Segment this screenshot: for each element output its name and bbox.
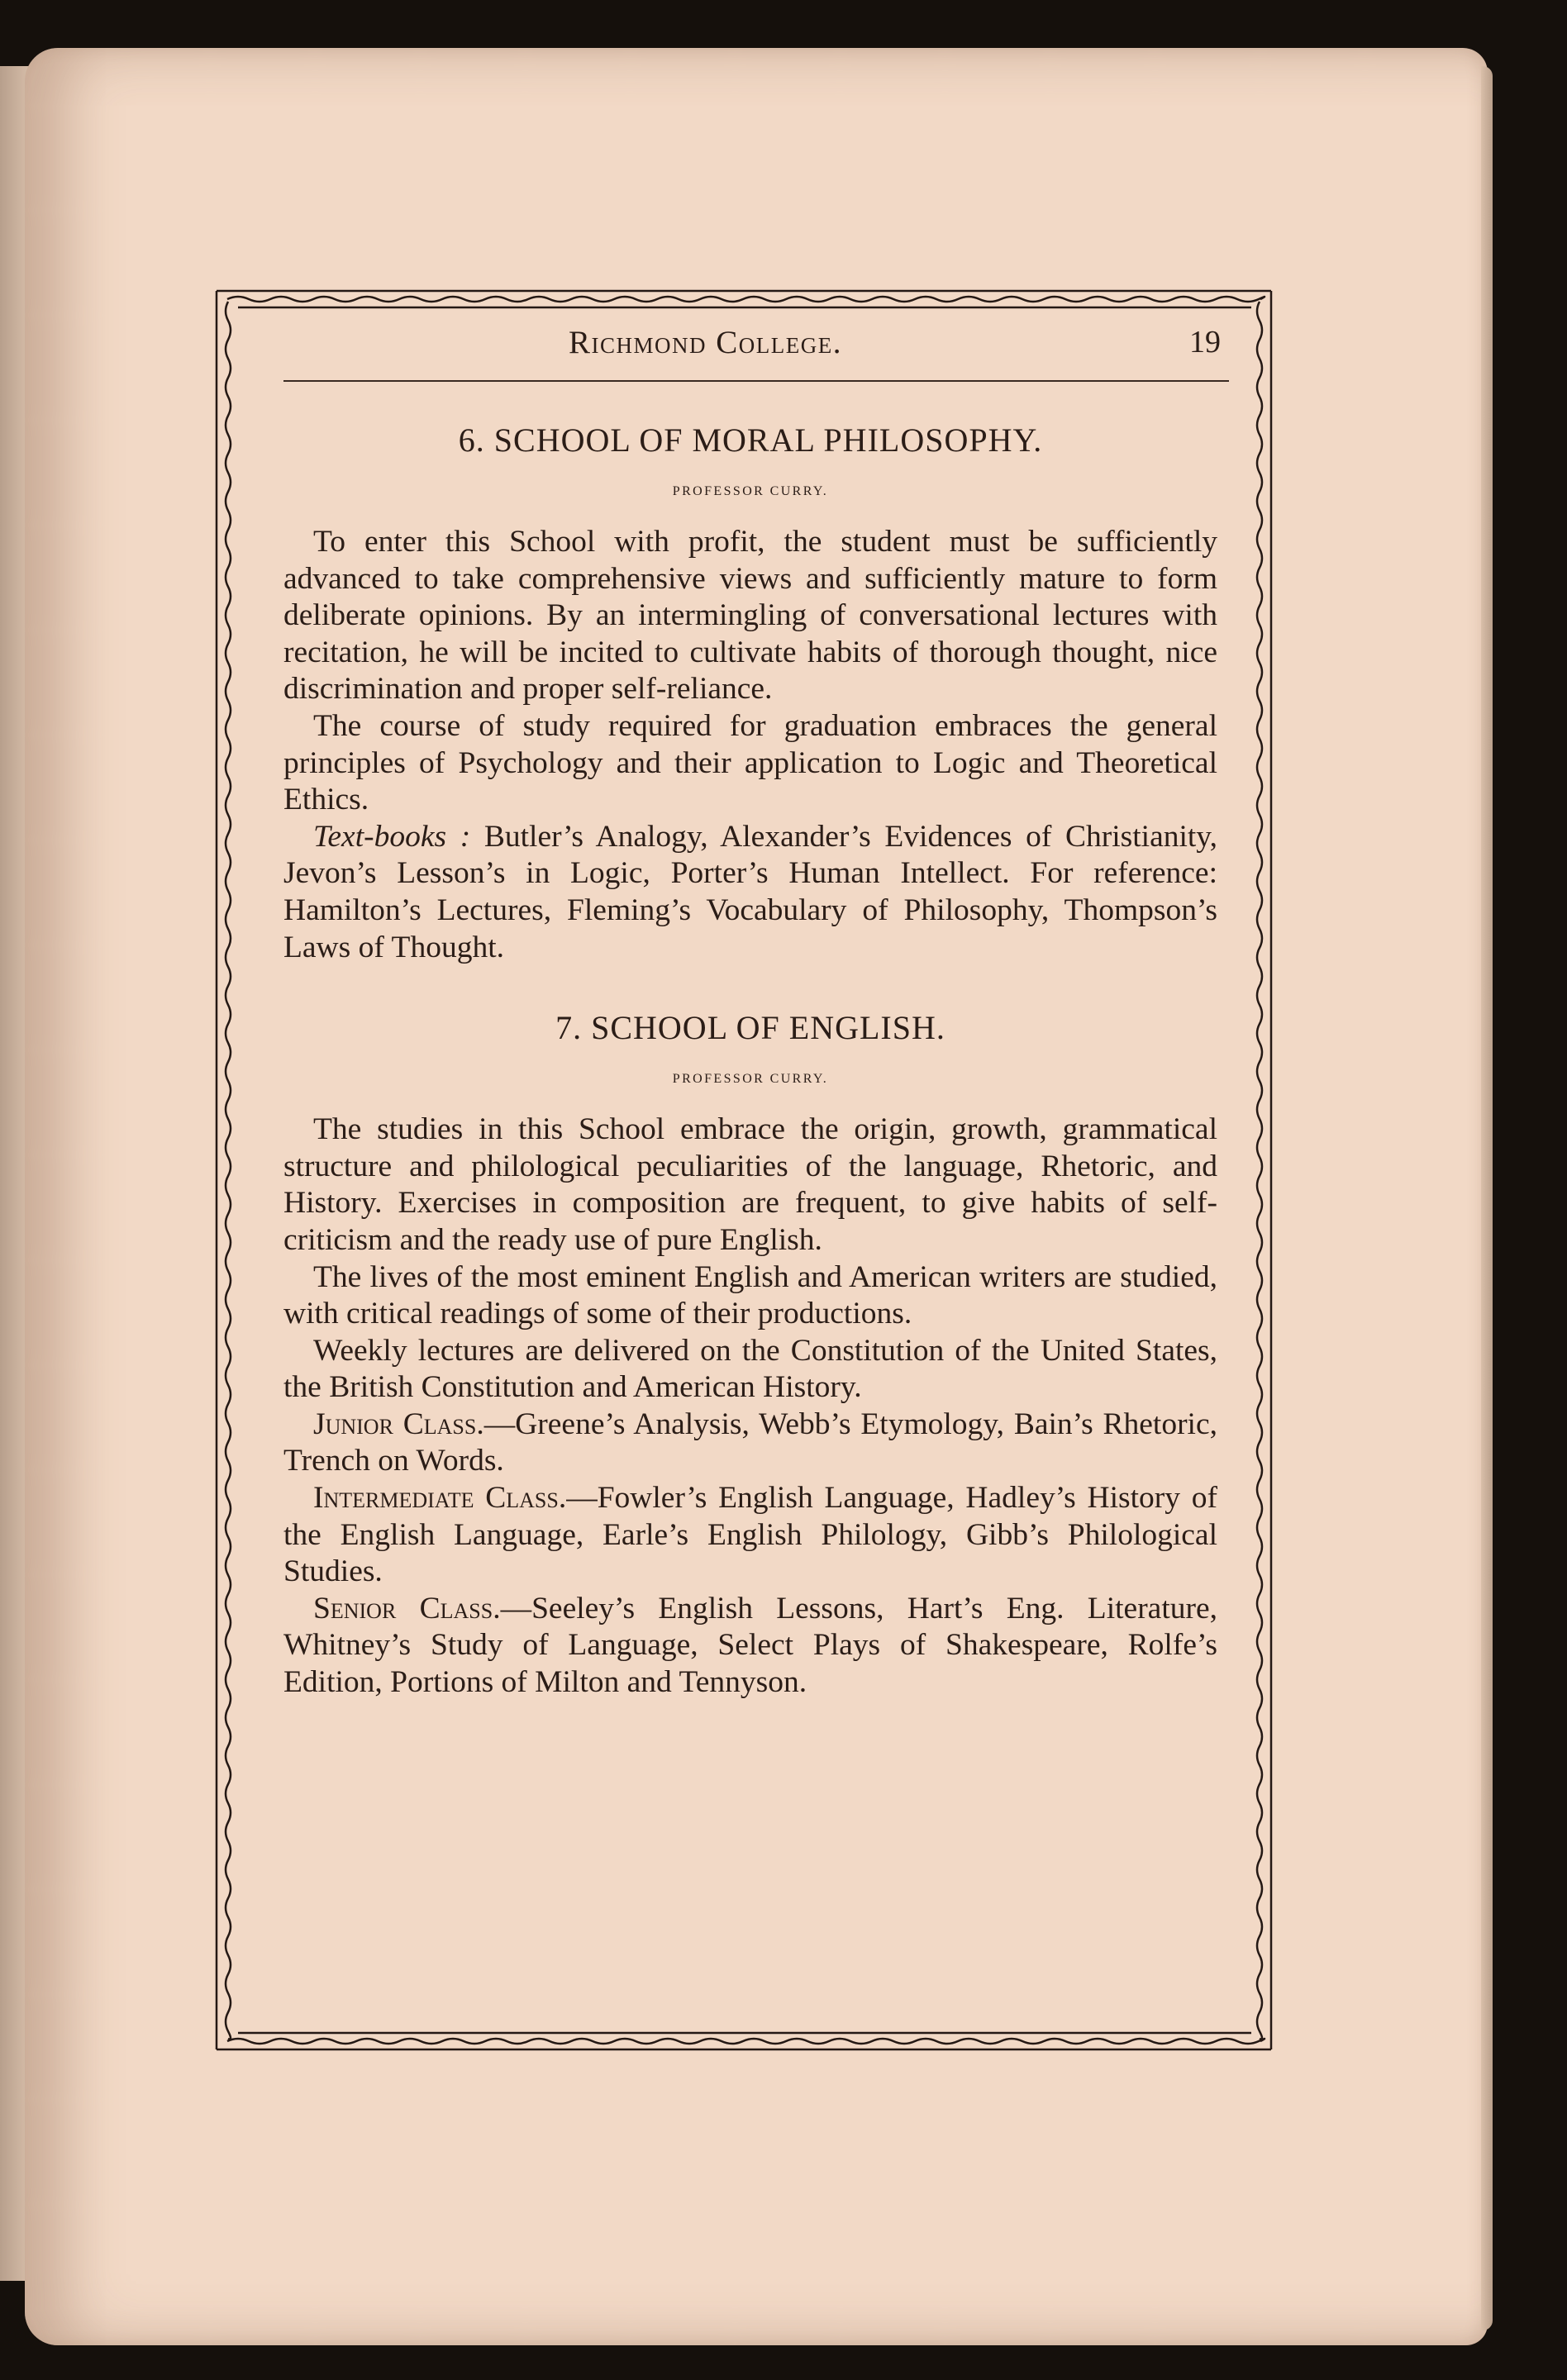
english-paragraph-2: The lives of the most eminent English and American writers are studied, with critical readings of some of their productions. [283,1259,1217,1331]
textbooks-label: Text-books : [313,819,471,854]
page-text [283,322,1221,1702]
junior-class-text: —Greene’s Analysis, Webb’s Etymology, Bain’s Rhetoric, Trench on Words. [283,1407,1217,1478]
intermediate-class-label: Intermediate Class. [313,1481,567,1516]
running-head [283,322,1229,382]
junior-class-paragraph [283,1407,1217,1480]
moral-philosophy-professor: PROFESSOR CURRY. [672,484,829,498]
senior-class-label: Senior Class. [313,1591,501,1626]
moral-paragraph-1: To enter this School with profit, the student must be sufficiently advanced to take comprehensive views and sufficiently mature to form deliberate opinions. By an intermingling of conversational lectures with recitation, he will be incited to cultivate habits of thorough thought, nice discrimination and proper self-reliance. [283,525,1217,707]
moral-paragraph-3 [283,819,1217,966]
senior-class-paragraph [283,1591,1217,1702]
intermediate-class-paragraph [283,1480,1217,1591]
english-heading: 7. SCHOOL OF ENGLISH. [555,1009,945,1047]
moral-philosophy-heading: 6. SCHOOL OF MORAL PHILOSOPHY. [458,421,1043,459]
english-professor: PROFESSOR CURRY. [672,1072,829,1087]
border-left-wave [226,302,231,2039]
senior-class-text: —Seeley’s English Lessons, Hart’s Eng. Literature, Whitney’s Study of Language, Select Plays of Shakespeare, Rolfe’s Edition, Portions of Milton and Tennyson. [283,1591,1217,1700]
english-paragraph-1: The studies in this School embrace the origin, growth, grammatical structure and philological peculiarities of the language, Rhetoric, and History. Exercises in composition are frequent, to give habits of self-criticism and the ready use of pure English. [283,1112,1217,1257]
moral-paragraph-2: The course of study required for graduation embraces the general principles of Psychology and their application to Logic and Theoretical Ethics. [283,708,1217,817]
intermediate-class-text: —Fowler’s English Language, Hadley’s History of the English Language, Earle’s English Philology, Gibb’s Philological Studies. [283,1481,1218,1589]
page-number: 19 [1189,325,1221,359]
running-title: Richmond College. [569,325,842,360]
border-right-wave [1257,302,1262,2039]
border-bottom-wave [227,2039,1265,2044]
textbooks-text: Butler’s Analogy, Alexander’s Evidences of Christianity, Jevon’s Lesson’s in Logic, Porter’s Human Intellect. For reference: Hamilton’s Lectures, Fleming’s Vocabulary of Philosophy, Thompson’s Laws of Thought. [283,819,1217,964]
junior-class-label: Junior Class. [313,1407,484,1441]
border-top-wave [227,297,1265,302]
english-paragraph-3: Weekly lectures are delivered on the Constitution of the United States, the British Constitution and American History. [283,1333,1217,1405]
